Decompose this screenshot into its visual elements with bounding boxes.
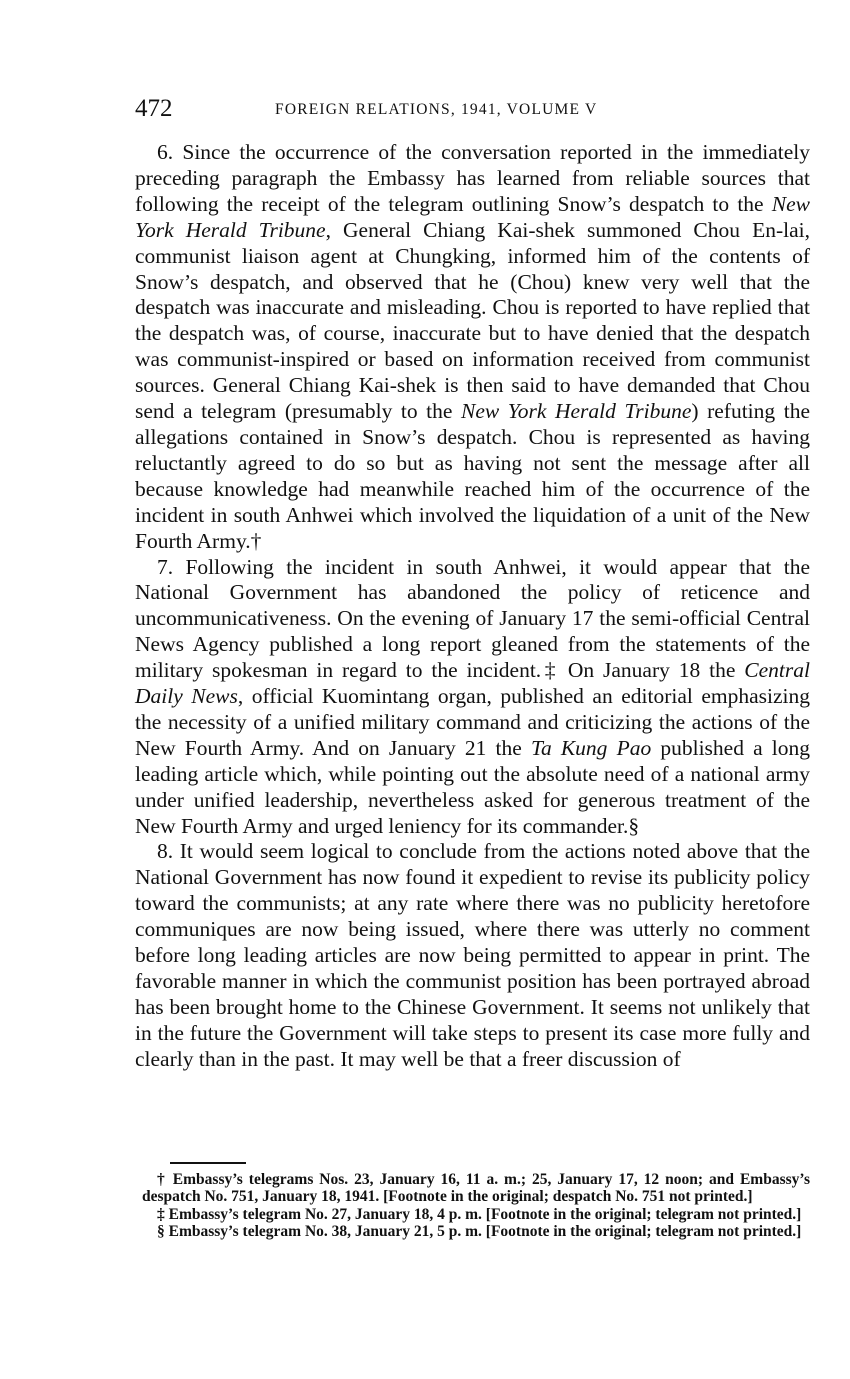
running-head: FOREIGN RELATIONS, 1941, VOLUME V (275, 101, 598, 118)
footnote-divider (170, 1162, 246, 1164)
newspaper-title: New York Herald Tribune (461, 399, 692, 424)
paragraph-7 (135, 555, 810, 840)
paragraph-6-text-2: , General Chiang Kai-shek summoned Chou En-lai, communist liaison agent at Chungking, informed him of the contents of Snow’s despatch, and observed that he (Chou) knew very well that the despatch was inaccurate and misleading. Chou is reported to have replied that the despatch was, of course, inaccurate but to have denied that the despatch was communist-inspired or based on information received from communist sources. General Chiang Kai-shek is then said to have demanded that Chou send a telegram (presumably to the (135, 217, 810, 424)
footnotes (142, 1171, 810, 1241)
newspaper-title: Ta Kung Pao (530, 735, 652, 760)
paragraph-6-text-1: 6. Since the occurrence of the conversation reported in the immediately preceding paragraph the Embassy has learned from reliable sources that following the receipt of the telegram outlining Snow’s despatch to the (135, 140, 810, 216)
body-text (135, 140, 810, 1073)
paragraph-7-text-1: 7. Following the incident in south Anhwei, it would appear that the National Government has abandoned the policy of reticence and uncommunicativeness. On the evening of January 17 the semi-official Central News Agency published a long report gleaned from the statements of the military spokesman in regard to the incident.‡ On January 18 the (135, 554, 810, 683)
page-number: 472 (135, 95, 173, 122)
paragraph-6-text-3: ) refuting the allegations contained in Snow’s despatch. Chou is represented as having reluctantly agreed to do so but as having not sent the message after all because knowledge had meanwhile reached him of the occurrence of the incident in south Anhwei which involved the liquidation of a unit of the New Fourth Army.† (135, 399, 810, 553)
page-header (135, 92, 810, 126)
paragraph-8 (135, 839, 810, 1072)
paragraph-6 (135, 140, 810, 555)
paragraph-7-text-3: published a long leading article which, while pointing out the absolute need of a national army under unified leadership, nevertheless asked for generous treatment of the New Fourth Army and urged leniency for its commander.§ (135, 735, 810, 838)
paragraph-8-text-1: 8. It would seem logical to conclude from the actions noted above that the National Government has now found it expedient to revise its publicity policy toward the communists; at any rate where there was no publicity heretofore communiques are now being issued, where there was utterly no comment before long leading articles are now being permitted to appear in print. The favorable manner in which the communist position has been portrayed abroad has been brought home to the Chinese Government. It seems not unlikely that in the future the Government will take steps to present its case more fully and clearly than in the past. It may well be that a freer discussion of (135, 839, 810, 1071)
footnote-section: § Embassy’s telegram No. 38, January 21, 5 p. m. [Footnote in the original; telegram not printed.] (157, 1223, 802, 1241)
paragraph-7-text-2: , official Kuomintang organ, published an editorial emphasizing the necessity of a unified military command and criticizing the actions of the New Fourth Army. And on January 21 the (135, 684, 810, 760)
footnote-double-dagger: ‡ Embassy’s telegram No. 27, January 18, 4 p. m. [Footnote in the original; telegram not printed.] (157, 1205, 802, 1223)
newspaper-title: New York Herald Tribune (135, 191, 810, 242)
newspaper-title: Central Daily News (135, 658, 810, 709)
footnote-dagger: † Embassy’s telegrams Nos. 23, January 16, 11 a. m.; 25, January 17, 12 noon; and Embassy’s despatch No. 751, January 18, 1941. [Footnote in the original; despatch No. 751 not printed.] (142, 1171, 810, 1206)
